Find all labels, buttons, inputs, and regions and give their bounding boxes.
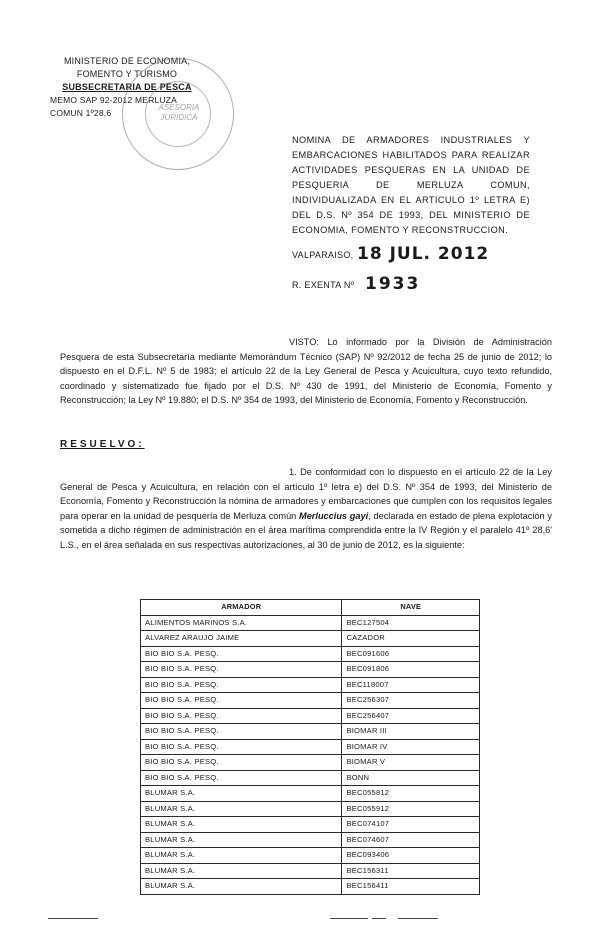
nave-cell: BEC055812 (342, 786, 480, 802)
nave-cell: BEC055912 (342, 801, 480, 817)
nave-cell: BIOMAR V (342, 755, 480, 771)
nave-cell: BEC127504 (342, 615, 480, 631)
resuelvo-heading (60, 439, 145, 450)
table-row (141, 801, 480, 817)
footer-rule-mid-2 (372, 918, 386, 919)
table-row (141, 739, 480, 755)
nave-cell: BEC074107 (342, 817, 480, 833)
table-header-row (141, 600, 480, 616)
table-row (141, 708, 480, 724)
table-row (141, 879, 480, 895)
armador-cell: BLUMAR S.A. (141, 786, 342, 802)
footer-rule-left (48, 918, 98, 919)
nave-cell: BEC074607 (342, 832, 480, 848)
armador-cell: BIO BIO S.A. PESQ. (141, 677, 342, 693)
table-row (141, 662, 480, 678)
table-row (141, 832, 480, 848)
armador-cell: BIO BIO S.A. PESQ. (141, 770, 342, 786)
resolution-text-a: 1. De conformidad con lo dispuesto en el artículo 22 de la Ley General de Pesca y Acuicultura, en relación con el artículo 1º letra e) del D.S. Nº 354 de 1993, del Ministerio de Economía, Fomento y Reconstrucción la nómina de armadores y embarcaciones que cumplen con los requisitos legales para operar en la unidad de pesquería de Merluza común (60, 467, 552, 521)
armador-cell: BLUMAR S.A. (141, 832, 342, 848)
table-row (141, 848, 480, 864)
nave-cell: BEC156411 (342, 879, 480, 895)
stamp-text: ASESORIA JURIDICA (158, 103, 200, 122)
official-stamp (122, 58, 234, 170)
visto-paragraph: VISTO: Lo informado por la División de Administración Pesquera de esta Subsecretaría mediante Memorándum Técnico (SAP) Nº 92/2012 de fecha 25 de junio de 2012; lo dispuesto en el D.F.L. Nº 5 de 1983; el artículo 22 de la Ley General de Pesca y Acuicultura, cuyo texto refundido, coordinado y sistematizado fue fijado por el D.S. Nº 430 de 1991, del Ministerio de Economía, Fomento y Reconstrucción; la Ley Nº 19.880; el D.S. Nº 354 de 1993, del Ministerio de Economía, Fomento y Reconstrucción. (60, 337, 552, 406)
species-name: Merluccius gayi (299, 510, 369, 521)
armador-cell: BIO BIO S.A. PESQ. (141, 693, 342, 709)
table-row (141, 646, 480, 662)
armador-cell: BIO BIO S.A. PESQ. (141, 662, 342, 678)
nave-cell: BEC118007 (342, 677, 480, 693)
armador-cell: BIO BIO S.A. PESQ. (141, 646, 342, 662)
nave-cell: CAZADOR (342, 631, 480, 647)
subsecretaria-name: SUBSECRETARIA DE PESCA (62, 82, 192, 92)
table-row (141, 863, 480, 879)
memo-reference: MEMO SAP 92-2012 MERLUZA COMUN 1º28,6 (50, 95, 177, 118)
resolution-text-b: , declarada en estado de plena explotación y sometida a dicho régimen de administración en el área marítima comprendida entre la IV Región y el paralelo 41º 28,6' L.S., en el área señalada en sus respectivas autorizaciones, al 30 de junio de 2012, es la siguiente: (60, 510, 552, 550)
armador-cell: BIO BIO S.A. PESQ. (141, 739, 342, 755)
vessel-table (140, 599, 480, 895)
document-date: 18 JUL. 2012 (357, 244, 490, 264)
place-label: VALPARAISO, (292, 250, 354, 260)
nave-cell: BEC156311 (342, 863, 480, 879)
armador-cell: BLUMAR S.A. (141, 848, 342, 864)
nave-cell: BEC256407 (342, 708, 480, 724)
exenta-label: R. EXENTA Nº (292, 280, 355, 290)
armador-cell: BLUMAR S.A. (141, 817, 342, 833)
table-row (141, 677, 480, 693)
nave-cell: BEC093406 (342, 848, 480, 864)
nave-cell: BONN (342, 770, 480, 786)
ministry-name-2: FOMENTO Y TURISMO (76, 69, 178, 79)
table-row (141, 615, 480, 631)
table-row (141, 786, 480, 802)
table-body (141, 615, 480, 894)
table-row (141, 631, 480, 647)
armador-cell: ALIMENTOS MARINOS S.A. (141, 615, 342, 631)
armador-cell: ALVAREZ ARAUJO JAIME (141, 631, 342, 647)
armador-cell: BLUMAR S.A. (141, 801, 342, 817)
table-row (141, 693, 480, 709)
document-title: NOMINA DE ARMADORES INDUSTRIALES Y EMBARCACIONES HABILITADOS PARA REALIZAR ACTIVIDADES PESQUERAS EN LA UNIDAD DE PESQUERIA DE MERLUZA COMUN, INDIVIDUALIZADA EN EL ARTICULO 1º LETRA E) DEL D.S. Nº 354 DE 1993, DEL MINISTERIO DE ECONOMIA, FOMENTO Y RECONSTRUCCION. (292, 135, 530, 235)
column-header-nave: NAVE (342, 600, 480, 616)
nave-cell: BIOMAR IV (342, 739, 480, 755)
footer-rule-right (398, 918, 438, 919)
exenta-number: 1933 (365, 274, 421, 294)
table-row (141, 817, 480, 833)
table-row (141, 755, 480, 771)
armador-cell: BIO BIO S.A. PESQ. (141, 724, 342, 740)
nave-cell: BEC091806 (342, 662, 480, 678)
armador-cell: BIO BIO S.A. PESQ. (141, 755, 342, 771)
column-header-armador: ARMADOR (141, 600, 342, 616)
armador-cell: BIO BIO S.A. PESQ. (141, 708, 342, 724)
table-row (141, 770, 480, 786)
resuelvo-label: RESUELVO: (60, 439, 145, 450)
nave-cell: BIOMAR III (342, 724, 480, 740)
ministry-name: MINISTERIO DE ECONOMIA, (63, 56, 191, 66)
nave-cell: BEC091606 (342, 646, 480, 662)
armador-cell: BLUMAR S.A. (141, 863, 342, 879)
table-row (141, 724, 480, 740)
nave-cell: BEC256307 (342, 693, 480, 709)
armador-cell: BLUMAR S.A. (141, 879, 342, 895)
footer-rule-mid (330, 918, 368, 919)
resolution-paragraph (60, 465, 552, 553)
